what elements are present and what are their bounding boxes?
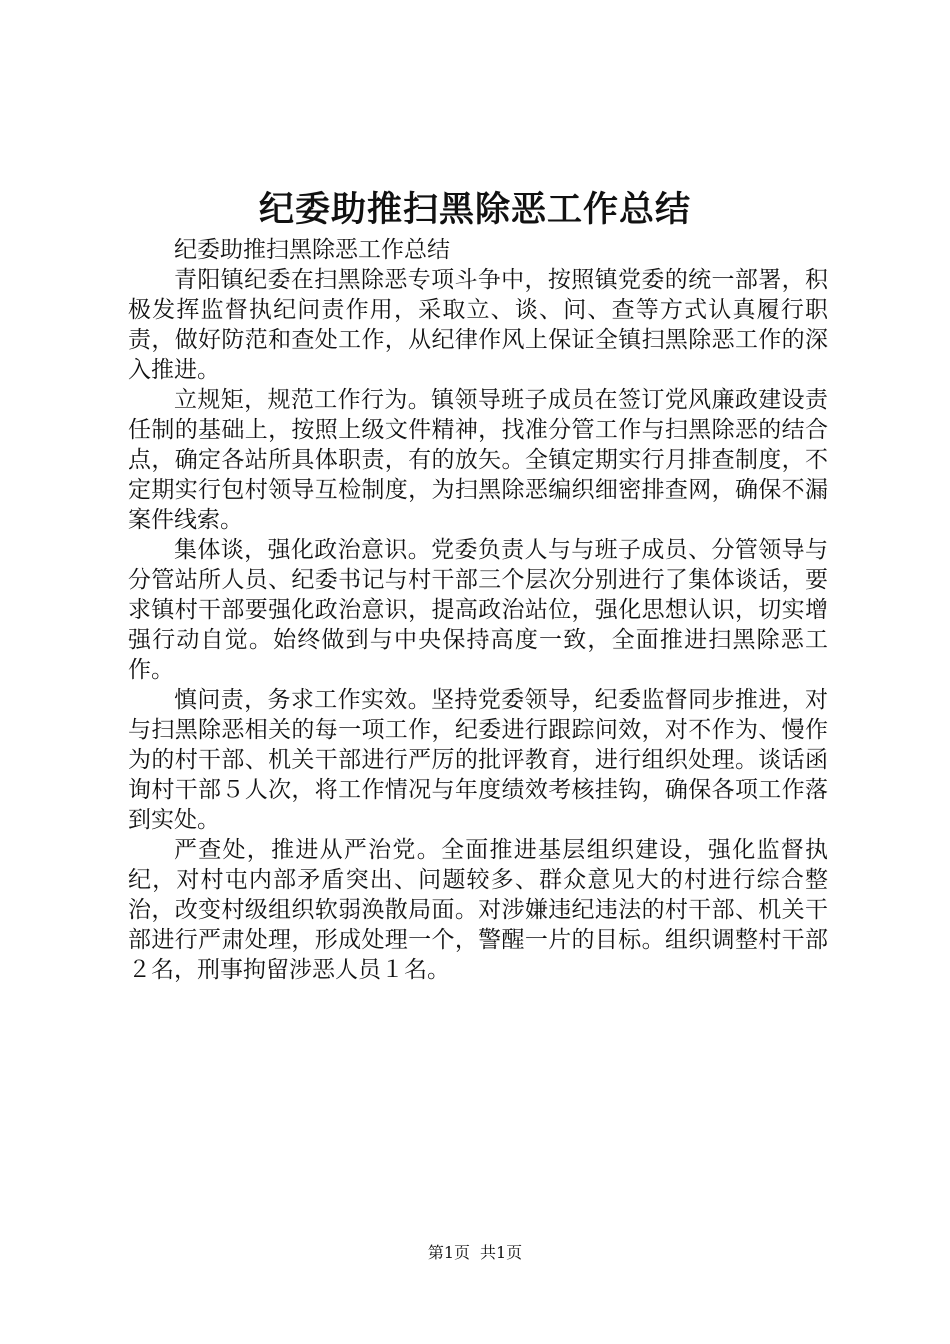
document-body — [128, 235, 828, 985]
page-total: 共1页 — [480, 1243, 523, 1262]
page-number: 第1页 — [427, 1243, 470, 1262]
document-title: 纪委助推扫黑除恶工作总结 — [258, 189, 691, 230]
paragraph-intro: 青阳镇纪委在扫黑除恶专项斗争中，按照镇党委的统一部署，积极发挥监督执纪问责作用，采取立、谈、问、查等方式认真履行职责，做好防范和查处工作，从纪律作风上保证全镇扫黑除恶工作的深入推进。 — [128, 267, 828, 383]
paragraph-collective-talk: 集体谈，强化政治意识。党委负责人与与班子成员、分管领导与分管站所人员、纪委书记与村干部三个层次分别进行了集体谈话，要求镇村干部要强化政治意识，提高政治站位，强化思想认识，切实增强行动自觉。始终做到与中央保持高度一致，全面推进扫黑除恶工作。 — [128, 537, 828, 683]
paragraph-subtitle: 纪委助推扫黑除恶工作总结 — [174, 237, 450, 263]
page-footer — [0, 1242, 950, 1264]
paragraph-rules: 立规矩，规范工作行为。镇领导班子成员在签订党风廉政建设责任制的基础上，按照上级文件精神，找准分管工作与扫黑除恶的结合点，确定各站所具体职责，有的放矢。全镇定期实行月排查制度，不定期实行包村领导互检制度，为扫黑除恶编织细密排查网，确保不漏案件线索。 — [128, 387, 828, 533]
paragraph-investigation: 严查处，推进从严治党。全面推进基层组织建设，强化监督执纪，对村屯内部矛盾突出、问题较多、群众意见大的村进行综合整治，改变村级组织软弱涣散局面。对涉嫌违纪违法的村干部、机关干部进行严肃处理，形成处理一个，警醒一片的目标。组织调整村干部２名，刑事拘留涉恶人员１名。 — [128, 837, 828, 983]
paragraph-accountability: 慎问责，务求工作实效。坚持党委领导，纪委监督同步推进，对与扫黑除恶相关的每一项工作，纪委进行跟踪问效，对不作为、慢作为的村干部、机关干部进行严厉的批评教育，进行组织处理。谈话函询村干部５人次，将工作情况与年度绩效考核挂钩，确保各项工作落到实处。 — [128, 687, 828, 833]
